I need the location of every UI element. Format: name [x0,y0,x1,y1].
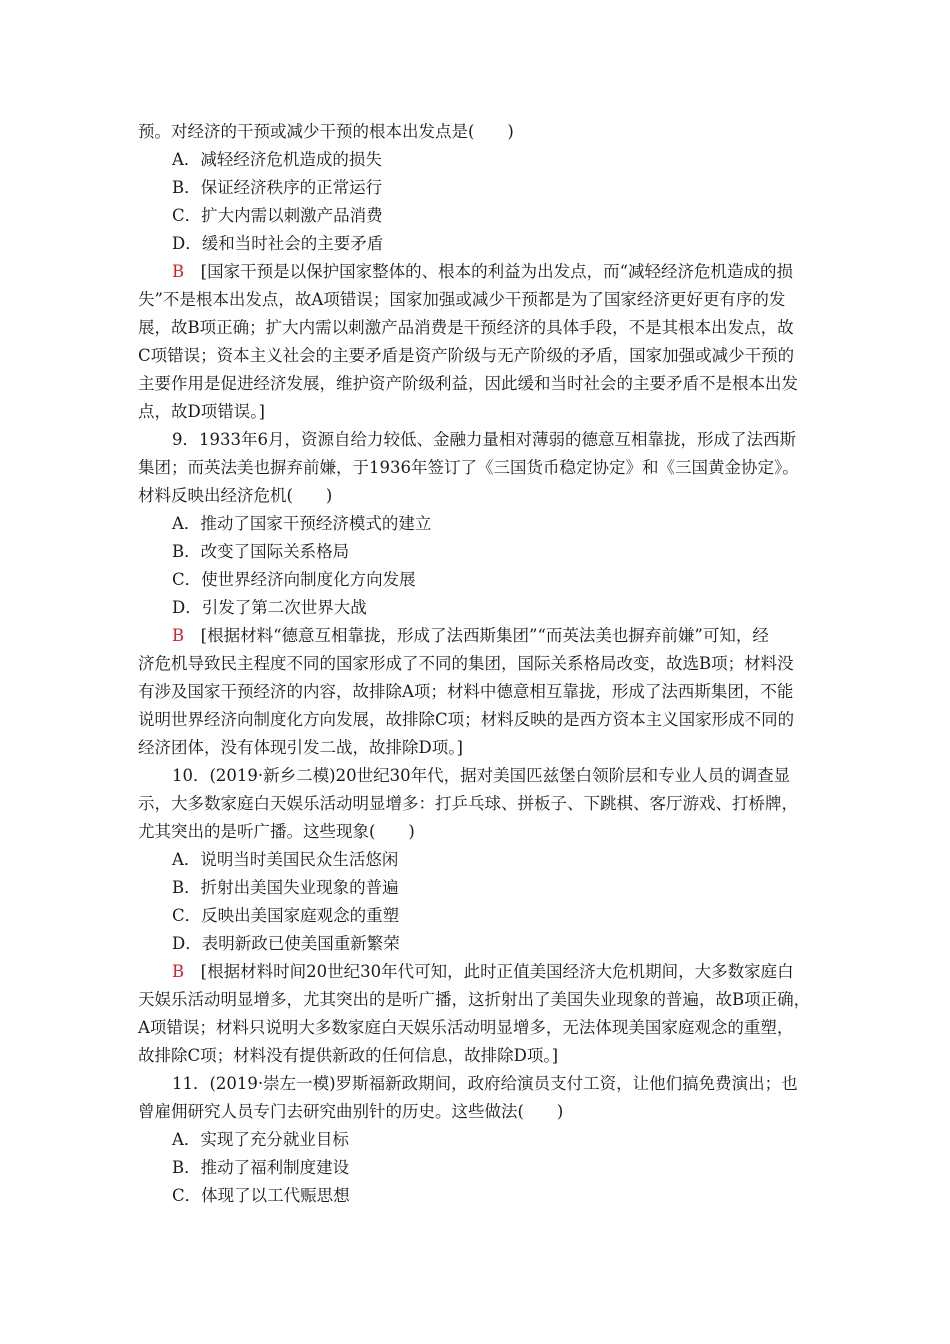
question-11-option-a: A．实现了充分就业目标 [172,1130,349,1149]
question-8-option-a: A．减轻经济危机造成的损失 [172,150,382,169]
question-8-option-c: C．扩大内需以刺激产品消费 [172,206,383,225]
question-8-explanation-line: C项错误；资本主义社会的主要矛盾是资产阶级与无产阶级的矛盾，国家加强或减少干预的 [138,346,795,365]
question-10-explanation-line: 天娱乐活动明显增多，尤其突出的是听广播，这折射出了美国失业现象的普遍，故B项正确， [138,990,811,1009]
question-11-stem-line: 曾雇佣研究人员专门去研究曲别针的历史。这些做法( ) [138,1102,564,1121]
question-8-explanation: B [国家干预是以保护国家整体的、根本的利益为出发点，而“减轻经济危机造成的损 [172,262,794,281]
question-9-explanation-line: 有涉及国家干预经济的内容，故排除A项；材料中德意相互靠拢，形成了法西斯集团，不能 [138,682,794,701]
question-11-stem: 11．(2019·崇左一模)罗斯福新政期间，政府给演员支付工资，让他们搞免费演出；也 [172,1074,798,1093]
question-9-option-d: D．引发了第二次世界大战 [172,598,367,617]
question-10-stem: 10．(2019·新乡二模)20世纪30年代，据对美国匹兹堡白领阶层和专业人员的调查显 [172,766,791,785]
question-9-option-a: A．推动了国家干预经济模式的建立 [172,514,432,533]
question-9-explanation: B [根据材料“德意互相靠拢，形成了法西斯集团”“而英法美也摒弃前嫌”可知，经 [172,626,769,645]
question-11-option-b: B．推动了福利制度建设 [172,1158,350,1177]
question-8-stem: 预。对经济的干预或减少干预的根本出发点是( ) [138,122,514,141]
question-8-explanation-line: 点，故D项错误。] [138,402,265,421]
question-9-stem-line: 集团；而英法美也摒弃前嫌，于1936年签订了《三国货币稳定协定》和《三国黄金协定》。 [138,458,799,477]
question-10-stem-line: 示，大多数家庭白天娱乐活动明显增多：打乒乓球、拼板子、下跳棋、客厅游戏、打桥牌， [138,794,798,813]
question-8-option-b: B．保证经济秩序的正常运行 [172,178,383,197]
question-10-answer: B [172,962,185,981]
question-10-option-a: A．说明当时美国民众生活悠闲 [172,850,399,869]
question-8-answer: B [172,262,185,281]
question-9-option-b: B．改变了国际关系格局 [172,542,350,561]
question-10-option-b: B．折射出美国失业现象的普遍 [172,878,399,897]
question-10-option-d: D．表明新政已使美国重新繁荣 [172,934,400,953]
question-11-option-c: C．体现了以工代赈思想 [172,1186,350,1205]
question-9-answer: B [172,626,185,645]
question-10-explanation-line: A项错误；材料只说明大多数家庭白天娱乐活动明显增多，无法体现美国家庭观念的重塑， [138,1018,794,1037]
question-10-explanation: B [根据材料时间20世纪30年代可知，此时正值美国经济大危机期间，大多数家庭白 [172,962,794,981]
question-9-explanation-line: 说明世界经济向制度化方向发展，故排除C项；材料反映的是西方资本主义国家形成不同的 [138,710,795,729]
question-9-explanation-line: 济危机导致民主程度不同的国家形成了不同的集团，国际关系格局改变，故选B项；材料没 [138,654,794,673]
question-8-explanation-line: 失”不是根本出发点，故A项错误；国家加强或减少干预都是为了国家经济更好更有序的发 [138,290,786,309]
question-8-explanation-line: 主要作用是促进经济发展，维护资产阶级利益，因此缓和当时社会的主要矛盾不是根本出发 [138,374,798,393]
question-9-explanation-line: 经济团体，没有体现引发二战，故排除D项。] [138,738,463,757]
question-9-stem: 9．1933年6月，资源自给力较低、金融力量相对薄弱的德意互相靠拢，形成了法西斯 [172,430,796,449]
question-10-explanation-line: 故排除C项；材料没有提供新政的任何信息，故排除D项。] [138,1046,559,1065]
question-9-option-c: C．使世界经济向制度化方向发展 [172,570,416,589]
question-9-stem-line: 材料反映出经济危机( ) [138,486,333,505]
question-8-option-d: D．缓和当时社会的主要矛盾 [172,234,384,253]
question-8-explanation-line: 展，故B项正确；扩大内需以刺激产品消费是干预经济的具体手段，不是其根本出发点，故 [138,318,794,337]
question-10-stem-line: 尤其突出的是听广播。这些现象( ) [138,822,415,841]
question-10-option-c: C．反映出美国家庭观念的重塑 [172,906,400,925]
